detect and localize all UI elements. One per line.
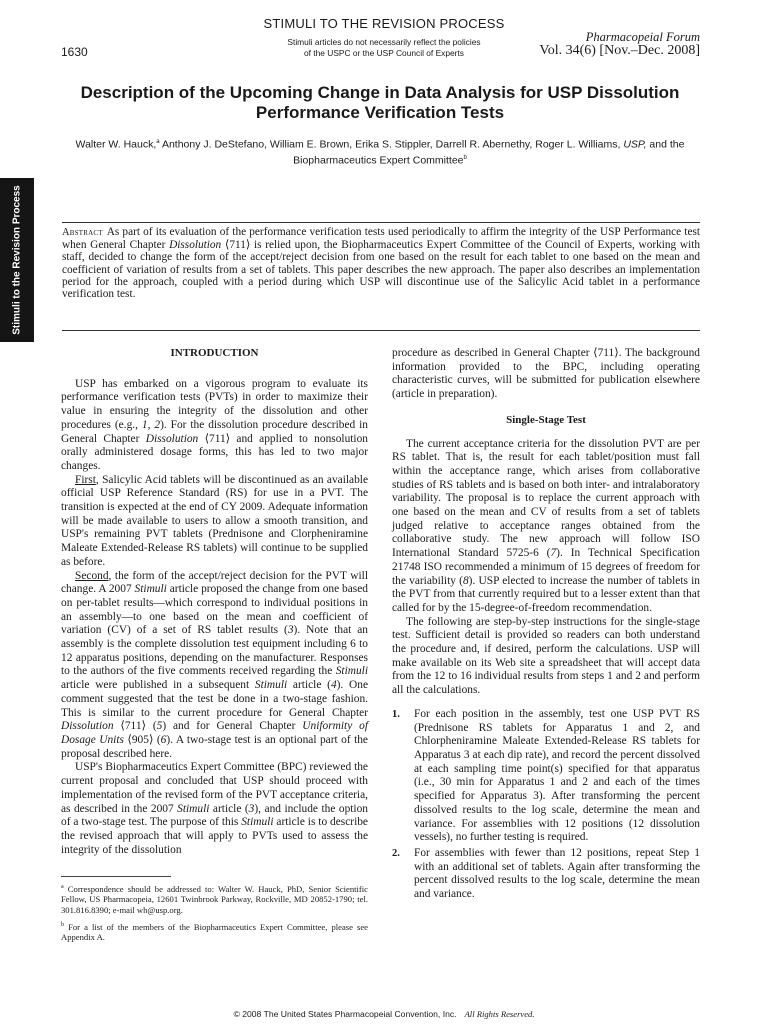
author-first: Walter W. Hauck, (75, 138, 157, 151)
journal-volume: Vol. 34(6) [Nov.–Dec. 2008] (539, 43, 700, 58)
header-note-line-1: Stimuli articles do not necessarily reflect the policies (287, 37, 481, 47)
intro-paragraph-2: First, Salicylic Acid tablets will be discontinued as an available official USP Reference Standard (RS) for use in a PVT. The transition is expected at the end of CY 2009. Adequate information will be made available to users to allow a smooth transition, and USP's remaining PVT tablets (Prednisone and Clorpheniramine Maleate Extended-Release RS tablets) will continue to be supplied as before. (61, 473, 368, 568)
authors-committee: Biopharmaceutics Expert Committee (293, 154, 464, 166)
header-note-line-2: of the USPC or the USP Council of Experts (304, 48, 464, 58)
reference-link[interactable]: 3 (287, 624, 294, 637)
copyright-notice: © 2008 The United States Pharmacopeial Convention, Inc. (233, 1009, 457, 1019)
abstract-top-rule (62, 222, 700, 223)
footnote-marker-a: a (156, 139, 160, 145)
reference-link[interactable]: 5 (156, 720, 163, 733)
single-stage-paragraph-1: The current acceptance criteria for the dissolution PVT are per RS tablet. That is, the result for each tablet/position must fall within the acceptance range, which arises from collaborative studies of RS tablets and is based on both inter- and intralaboratory variability. The proposal is to replace the current approach with one based on the mean and CV of results from a set of tablets judged relative to acceptance ranges obtained from the collaborative study. The new approach will follow ISO International Standard 5725-6 (7). In Technical Specification 21748 ISO recommended a minimum of 15 degrees of freedom for the variability (8). USP elected to increase the number of tablets in the PVT from that currently required but to a lesser extent than that called for by the 15-degree-of-freedom recommendation. (392, 437, 701, 614)
rights-notice: All Rights Reserved. (464, 1009, 535, 1019)
abstract (62, 226, 700, 300)
reference-link[interactable]: 3 (248, 802, 255, 815)
page-footer (0, 1009, 768, 1019)
running-header-title: STIMULI TO THE REVISION PROCESS (263, 16, 505, 31)
authors-line-2 (58, 152, 702, 168)
abstract-label: Abstract (62, 227, 103, 238)
authors-rest: Anthony J. DeStefano, William E. Brown, Erika S. Stippler, Darrell R. Abernethy, Roger L. Williams, (159, 138, 624, 151)
reference-link[interactable]: 7 (550, 547, 557, 560)
step-list (392, 708, 700, 902)
intro-paragraph-1: USP has embarked on a vigorous program to evaluate its performance verification tests (PVTs) in order to maximize their value in ensuring the integrity of the dissolution and other procedures (e.g., 1, 2). For the dissolution procedure described in General Chapter Dissolution ⟨711⟩ and applied to nonsolution orally administered dosage forms, this has led to two major changes. (61, 377, 368, 472)
footnote-a: $^a$ Correspondence should be addressed to: Walter W. Hauck, PhD, Senior Scientific Fellow, US Pharmacopeia, 12601 Twinbrook Parkway, Rockville, MD 20852-1790; tel. 301.816.8390; e-mail wh@usp.org. (61, 883, 368, 916)
title-line-1: Description of the Upcoming Change in Data Analysis for USP Dissolution (80, 83, 680, 102)
section-heading-single-stage-test: Single-Stage Test (506, 413, 586, 426)
page-number: 1630 (61, 45, 88, 59)
step-number: 2. (392, 847, 400, 859)
abstract-chapter-name: Dissolution (169, 239, 222, 252)
reference-link[interactable]: 6 (160, 733, 167, 746)
intro-continuation: procedure as described in General Chapter ⟨711⟩. The background information provided to the BPC, including operating characteristic curves, will be submitted for publication elsewhere (article in preparation). (392, 347, 700, 401)
reference-link[interactable]: 1 (141, 418, 148, 431)
journal-name: Pharmacopeial Forum (585, 30, 700, 44)
left-column (61, 347, 368, 857)
footnote-marker-b: b (463, 154, 467, 161)
step-text: For assemblies with fewer than 12 positions, repeat Step 1 with an additional set of tablets. Again after transforming the percent dissolved results to the log scale, determine the mean and variance. (414, 846, 700, 901)
authors-line-1 (58, 136, 702, 152)
step-text: For each position in the assembly, test one USP PVT RS (Prednisone RS tablets for Apparatus 1 and 2, and Chlorpheniramine Maleate Extended-Release RS tablets for Apparatus 3 at each dip rate), and record the percent dissolved at each sampling time point(s) specified for that apparatus (i.e., 30 min for Apparatus 1 and 2 and each of the times specified for Apparatus 3). After transforming the percent dissolved results to the log scale, determine the mean and variance. For assemblies with 12 positions (12 dissolution vessels), no further testing is required. (414, 707, 700, 844)
right-column (392, 347, 700, 904)
reference-link[interactable]: 2 (154, 418, 161, 431)
authors-affiliation: USP, (623, 138, 647, 151)
list-item (392, 847, 700, 902)
single-stage-paragraph-2: The following are step-by-step instructions for the single-stage test. Sufficient detail is provided so readers can both understand the procedure and, if desired, perform the calculations. USP will make available on its Web site a spreadsheet that will accept data from the 12 to 16 individual results from steps 1 and 2 and perform all the calculations. (392, 615, 700, 697)
list-item (392, 708, 700, 845)
footnotes (61, 882, 368, 947)
section-heading-introduction: INTRODUCTION (170, 347, 259, 359)
side-tab-label: Stimuli to the Revision Process (11, 185, 23, 335)
footnote-b: $^b$ For a list of the members of the Biopharmaceutics Expert Committee, please see Appendix A. (61, 921, 368, 943)
title-line-2: Performance Verification Tests (255, 103, 505, 122)
author-list (58, 136, 702, 167)
authors-and: and the (646, 138, 685, 151)
abstract-text-2: ⟨711⟩ is relied upon, the Biopharmaceutics Expert Committee of the Council of Experts, working with staff, decided to change the form of the accept/reject decision from one based on the result for each tablet to one based on the mean and coefficient of variation of results from a set of tablets. This paper describes the new approach. The paper also describes an implementation period for the approach, coupled with a period during which USP will discontinue use of the Salicylic Acid tablet in a performance verification test. (62, 239, 700, 301)
reference-link[interactable]: 4 (330, 679, 337, 692)
reference-link[interactable]: 8 (462, 574, 469, 587)
intro-paragraph-3: Second, the form of the accept/reject decision for the PVT will change. A 2007 Stimuli article proposed the change from one based on per-tablet results—which correspond to individual positions in an assembly—to one based on the mean and coefficient of variation (CV) of a set of RS tablet results (3). Note that an assembly is the complete dissolution test equipment including 6 to 12 apparatus positions, depending on the manufacturer. Responses to the authors of the five comments received regarding the Stimuli article were published in a subsequent Stimuli article (4). One comment suggested that the test be done in a two-stage fashion. This is similar to the current procedure for General Chapter Dissolution ⟨711⟩ (5) and for General Chapter Uniformity of Dosage Units ⟨905⟩ (6). A two-stage test is an optional part of the proposal described here. (61, 569, 369, 760)
intro-paragraph-4: USP's Biopharmaceutics Expert Committee (BPC) reviewed the current proposal and concluded that USP should proceed with implementation of the revised form of the PVT acceptance criteria, as described in the 2007 Stimuli article (3), and include the option of a two-stage test. The purpose of this Stimuli article is to describe the revised approach that will apply to PVTs used to assess the integrity of the dissolution (61, 761, 368, 856)
side-section-tab (0, 178, 34, 342)
step-number: 1. (392, 708, 400, 720)
article-title (60, 83, 700, 123)
abstract-text-1: As part of its evaluation of the performance verification tests used periodically to affirm the integrity of the USP Performance test when General Chapter (62, 226, 700, 252)
footnote-rule (61, 876, 171, 877)
abstract-bottom-rule (62, 330, 700, 331)
